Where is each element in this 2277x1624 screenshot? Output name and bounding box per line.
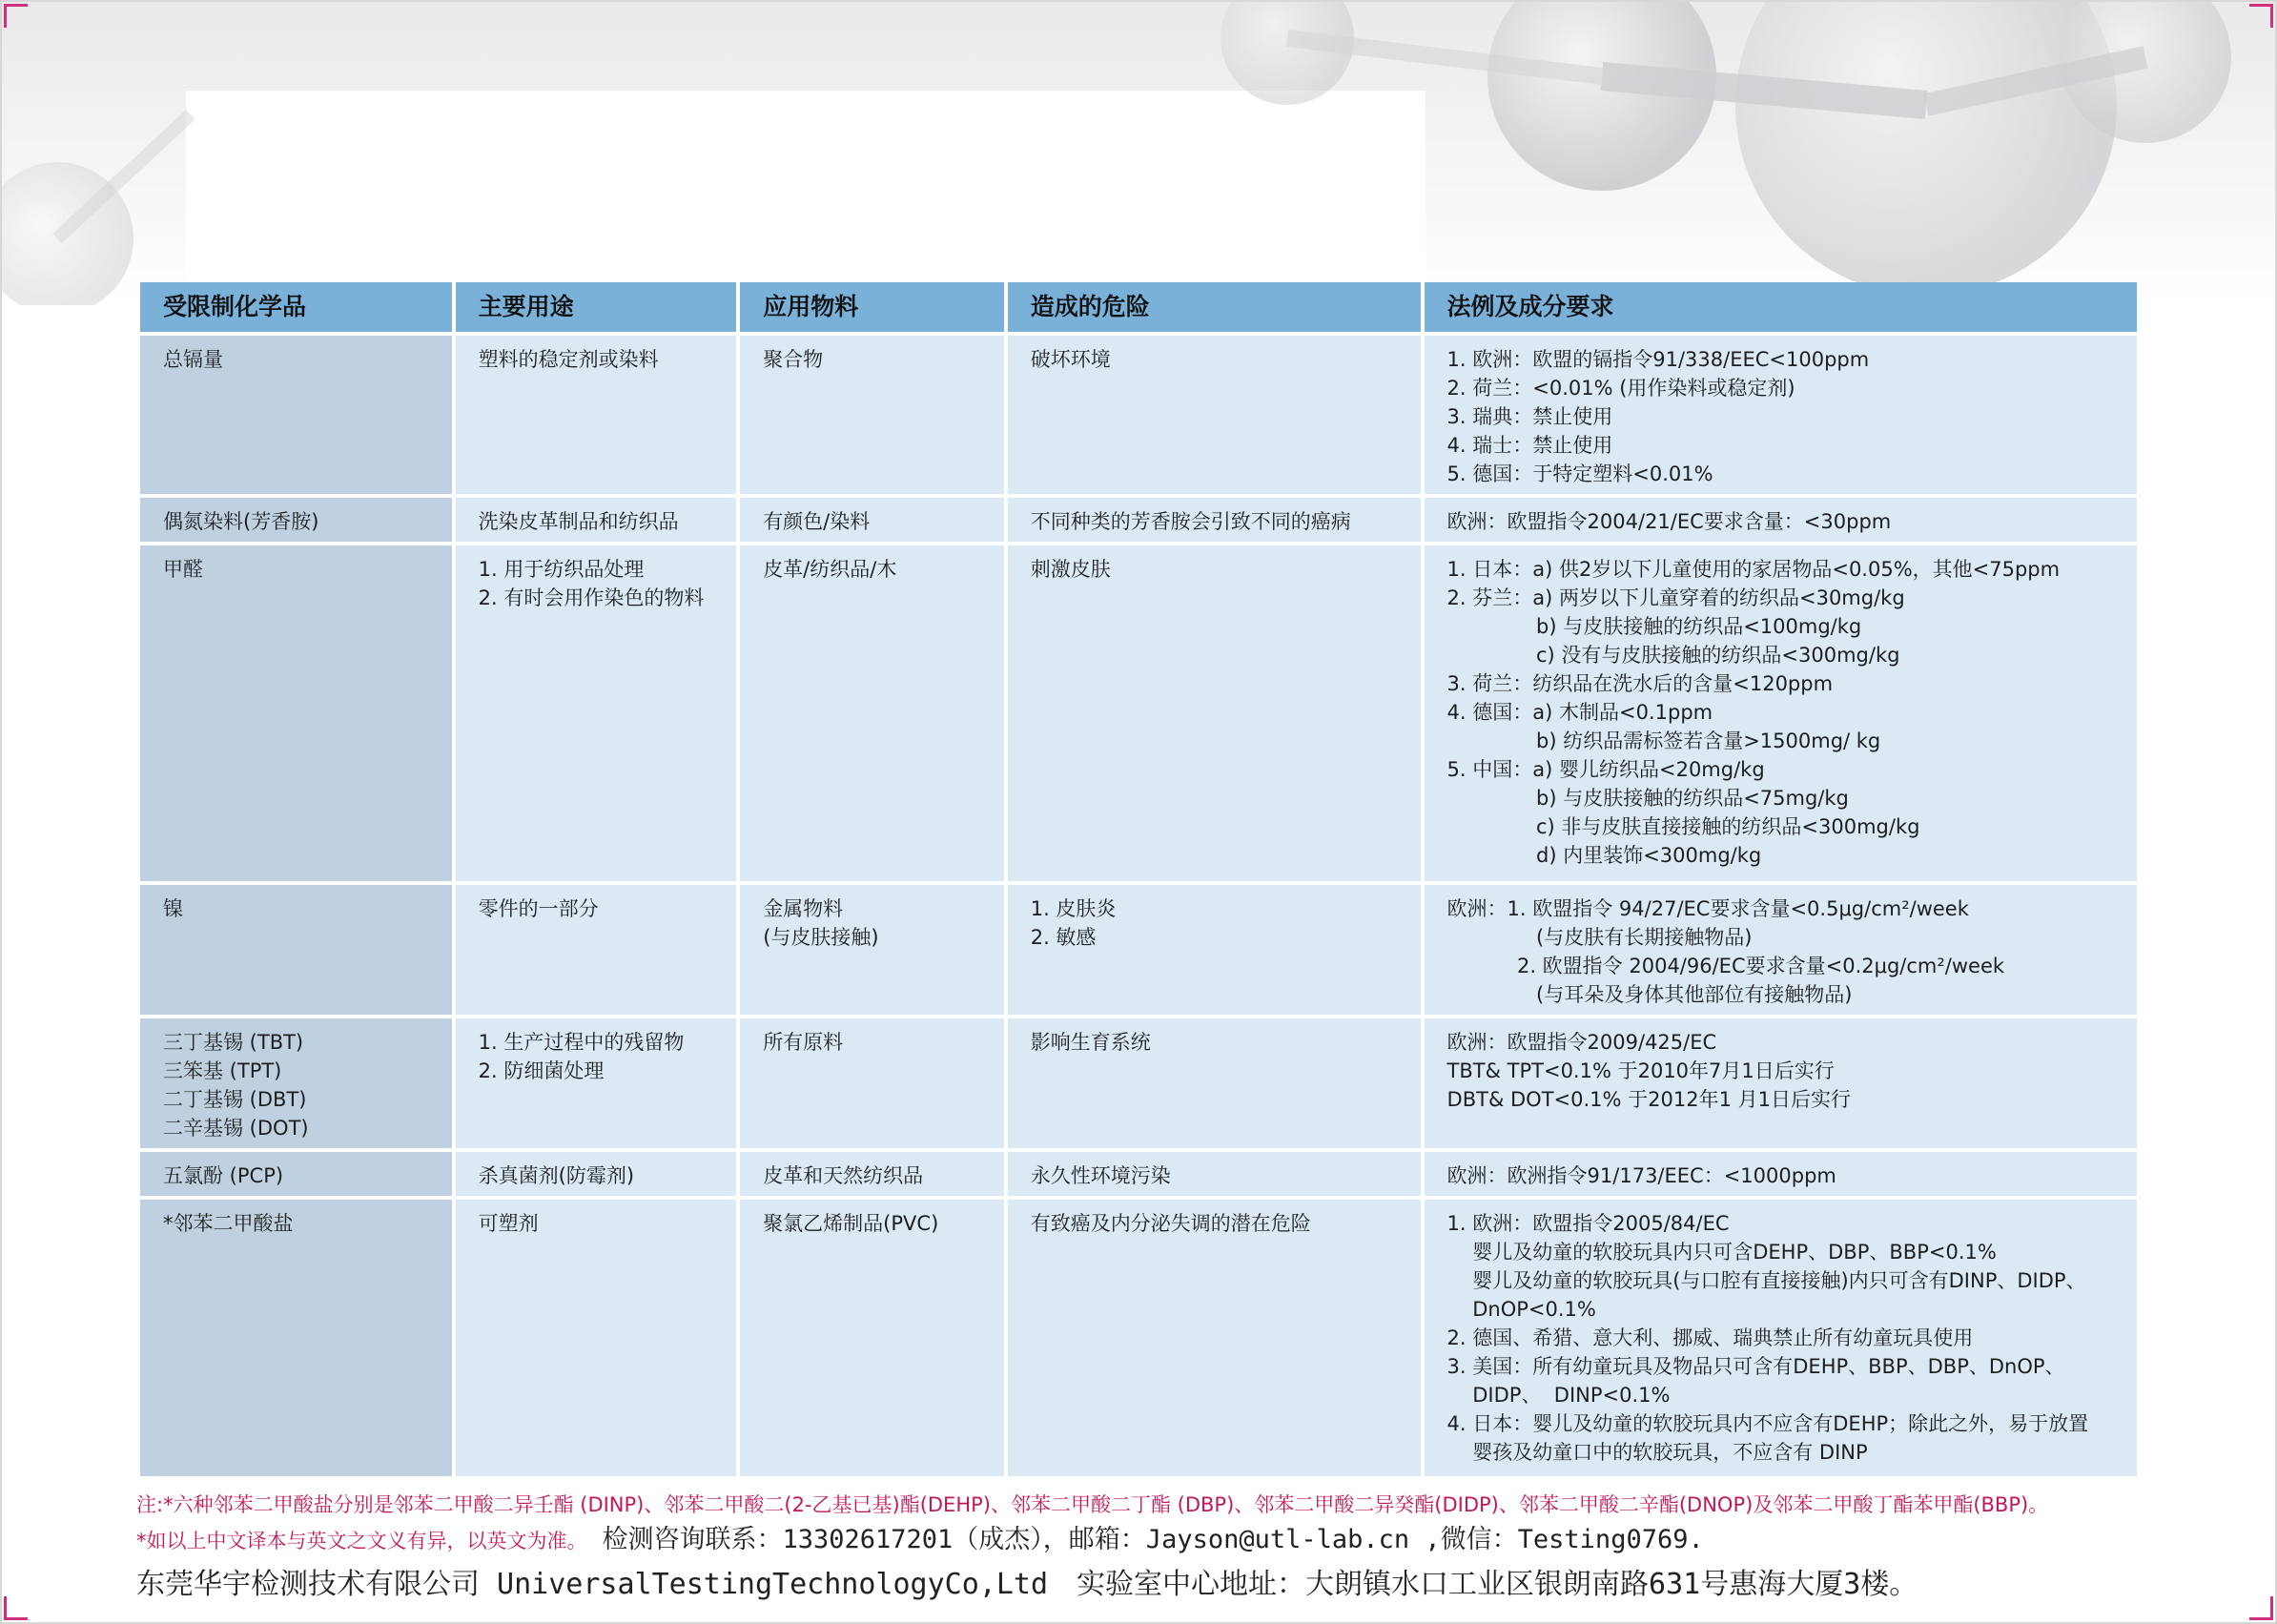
- contact-info: 检测咨询联系：13302617201（成杰），邮箱：Jayson@utl-lab.cn ,微信：Testing0769.: [602, 1525, 1704, 1554]
- material-cell: 皮革/纺织品/木: [740, 545, 1004, 881]
- requirement-line: 5. 中国：a) 婴儿纺织品<20mg/kg: [1446, 758, 1765, 781]
- chemical-cell: 甲醛: [140, 545, 452, 881]
- requirement-line: DIDP、 DINP<0.1%: [1446, 1384, 1671, 1407]
- material-cell: 聚合物: [740, 336, 1004, 494]
- requirement-line: 婴孩及幼童口中的软胶玩具，不应含有 DINP: [1446, 1441, 1868, 1464]
- table-row: [140, 1152, 2137, 1196]
- requirement-line: c) 没有与皮肤接触的纺织品<300mg/kg: [1446, 644, 1900, 667]
- requirement-line: DnOP<0.1%: [1446, 1298, 1596, 1321]
- header-chemical: 受限制化学品: [140, 282, 452, 332]
- hazard-cell: 永久性环境污染: [1008, 1152, 1421, 1196]
- requirement-line: b) 纺织品需标签若含量>1500mg/ kg: [1446, 730, 1881, 752]
- use-cell: 塑料的稳定剂或染料: [456, 336, 737, 494]
- requirement-line: (与皮肤有长期接触物品): [1446, 926, 1753, 949]
- material-cell: 有颜色/染料: [740, 498, 1004, 542]
- requirement-line: 1. 欧洲：欧盟指令2005/84/EC: [1446, 1212, 1730, 1235]
- corner-mark-top-left: [4, 4, 28, 28]
- requirement-line: d) 内里装饰<300mg/kg: [1446, 844, 1762, 867]
- requirement-line: 3. 瑞典：禁止使用: [1446, 405, 1613, 428]
- header-material: 应用物料: [740, 282, 1004, 332]
- hazard-cell: 1. 皮肤炎 2. 敏感: [1008, 885, 1421, 1015]
- company-line: [136, 1560, 2234, 1602]
- requirement-line: 1. 欧洲：欧盟的镉指令91/338/EEC<100ppm: [1446, 348, 1870, 371]
- use-cell: 1. 生产过程中的残留物 2. 防细菌处理: [456, 1018, 737, 1148]
- chemical-cell: 镍: [140, 885, 452, 1015]
- table-row: [140, 1200, 2137, 1476]
- use-cell: 可塑剂: [456, 1200, 737, 1476]
- use-cell: 洗染皮革制品和纺织品: [456, 498, 737, 542]
- table-row: [140, 885, 2137, 1015]
- table-row: [140, 545, 2137, 881]
- requirement-line: DBT& DOT<0.1% 于2012年1 月1日后实行: [1446, 1088, 1851, 1111]
- requirement-line: 婴儿及幼童的软胶玩具内只可含DEHP、DBP、BBP<0.1%: [1446, 1241, 1997, 1264]
- chemical-cell: 五氯酚 (PCP): [140, 1152, 452, 1196]
- requirement-line: 3. 美国：所有幼童玩具及物品只可含有DEHP、BBP、DBP、DnOP、: [1446, 1355, 2065, 1378]
- requirement-line: 欧洲：1. 欧盟指令 94/27/EC要求含量<0.5μg/cm²/week: [1446, 897, 1969, 920]
- background-decoration-art: [0, 0, 2277, 305]
- chemical-cell: *邻苯二甲酸盐: [140, 1200, 452, 1476]
- hazard-cell: 影响生育系统: [1008, 1018, 1421, 1148]
- requirement-line: b) 与皮肤接触的纺织品<100mg/kg: [1446, 615, 1862, 638]
- hazard-cell: 有致癌及内分泌失调的潜在危险: [1008, 1200, 1421, 1476]
- requirements-cell: [1425, 1018, 2137, 1148]
- requirement-line: 欧洲：欧洲指令91/173/EEC：<1000ppm: [1446, 1164, 1836, 1187]
- requirements-cell: [1425, 1152, 2137, 1196]
- material-cell: 聚氯乙烯制品(PVC): [740, 1200, 1004, 1476]
- requirements-cell: [1425, 545, 2137, 881]
- requirement-line: b) 与皮肤接触的纺织品<75mg/kg: [1446, 787, 1849, 810]
- chemical-cell: 偶氮染料(芳香胺): [140, 498, 452, 542]
- lab-address: 实验室中心地址：大朗镇水口工业区银朗南路631号惠海大厦3楼。: [1077, 1568, 1918, 1601]
- language-disclaimer: *如以上中文译本与英文之文义有异，以英文为准。: [136, 1530, 587, 1552]
- footnote-language: [136, 1518, 2234, 1555]
- requirements-cell: [1425, 885, 2137, 1015]
- restricted-chemicals-table: [136, 278, 2141, 1480]
- requirement-line: 4. 日本：婴儿及幼童的软胶玩具内不应含有DEHP；除此之外，易于放置: [1446, 1412, 2089, 1435]
- footnote-phthalates: 注:*六种邻苯二甲酸盐分别是邻苯二甲酸二异壬酯 (DINP)、邻苯二甲酸二(2-乙基已基)酯(DEHP)、邻苯二甲酸二丁酯 (DBP)、邻苯二甲酸二异癸酯(DIDP)、邻苯二甲酸二辛酯(DNOP)及邻苯二甲酸丁酯苯甲酯(BBP)。: [136, 1493, 2049, 1516]
- requirement-line: 3. 荷兰：纺织品在洗水后的含量<120ppm: [1446, 672, 1834, 695]
- requirement-line: TBT& TPT<0.1% 于2010年7月1日后实行: [1446, 1059, 1835, 1082]
- header-requirements: 法例及成分要求: [1425, 282, 2137, 332]
- material-cell: 金属物料 (与皮肤接触): [740, 885, 1004, 1015]
- corner-mark-bottom-left: [4, 1596, 28, 1620]
- table-row: [140, 336, 2137, 494]
- material-cell: 所有原料: [740, 1018, 1004, 1148]
- requirement-line: 2. 芬兰：a) 两岁以下儿童穿着的纺织品<30mg/kg: [1446, 586, 1905, 609]
- hazard-cell: 刺激皮肤: [1008, 545, 1421, 881]
- chemical-cell: 三丁基锡 (TBT) 三笨基 (TPT) 二丁基锡 (DBT) 二辛基锡 (DOT): [140, 1018, 452, 1148]
- corner-mark-bottom-right: [2249, 1596, 2273, 1620]
- use-cell: 1. 用于纺织品处理 2. 有时会用作染色的物料: [456, 545, 737, 881]
- requirement-line: 4. 德国：a) 木制品<0.1ppm: [1446, 701, 1713, 724]
- requirement-line: 欧洲：欧盟指令2009/425/EC: [1446, 1031, 1717, 1054]
- requirement-line: 2. 荷兰：<0.01% (用作染料或稳定剂): [1446, 377, 1795, 400]
- requirement-line: c) 非与皮肤直接接触的纺织品<300mg/kg: [1446, 815, 1920, 838]
- material-cell: 皮革和天然纺织品: [740, 1152, 1004, 1196]
- requirements-cell: [1425, 336, 2137, 494]
- requirements-cell: [1425, 498, 2137, 542]
- use-cell: 零件的一部分: [456, 885, 737, 1015]
- table-row: [140, 1018, 2137, 1148]
- requirement-line: 1. 日本：a) 供2岁以下儿童使用的家居物品<0.05%，其他<75ppm: [1446, 558, 2061, 581]
- requirement-line: 2. 德国、希猎、意大利、挪威、瑞典禁止所有幼童玩具使用: [1446, 1326, 1974, 1349]
- requirement-line: 婴儿及幼童的软胶玩具(与口腔有直接接触)内只可含有DINP、DIDP、: [1446, 1269, 2086, 1292]
- hazard-cell: 破坏环境: [1008, 336, 1421, 494]
- header-use: 主要用途: [456, 282, 737, 332]
- hazard-cell: 不同种类的芳香胺会引致不同的癌病: [1008, 498, 1421, 542]
- header-hazard: 造成的危险: [1008, 282, 1421, 332]
- requirement-line: 欧洲：欧盟指令2004/21/EC要求含量：<30ppm: [1446, 510, 1892, 533]
- company-name: 东莞华宇检测技术有限公司 UniversalTestingTechnologyCo,Ltd: [136, 1568, 1049, 1601]
- requirement-line: (与耳朵及身体其他部位有接触物品): [1446, 983, 1853, 1006]
- requirement-line: 2. 欧盟指令 2004/96/EC要求含量<0.2μg/cm²/week: [1446, 955, 2005, 977]
- requirements-cell: [1425, 1200, 2137, 1476]
- corner-mark-top-right: [2249, 4, 2273, 28]
- table-row: [140, 498, 2137, 542]
- use-cell: 杀真菌剂(防霉剂): [456, 1152, 737, 1196]
- table-header-row: [140, 282, 2137, 332]
- chemical-cell: 总镉量: [140, 336, 452, 494]
- requirement-line: 4. 瑞士：禁止使用: [1446, 434, 1613, 457]
- requirement-line: 5. 德国：于特定塑料<0.01%: [1446, 463, 1713, 485]
